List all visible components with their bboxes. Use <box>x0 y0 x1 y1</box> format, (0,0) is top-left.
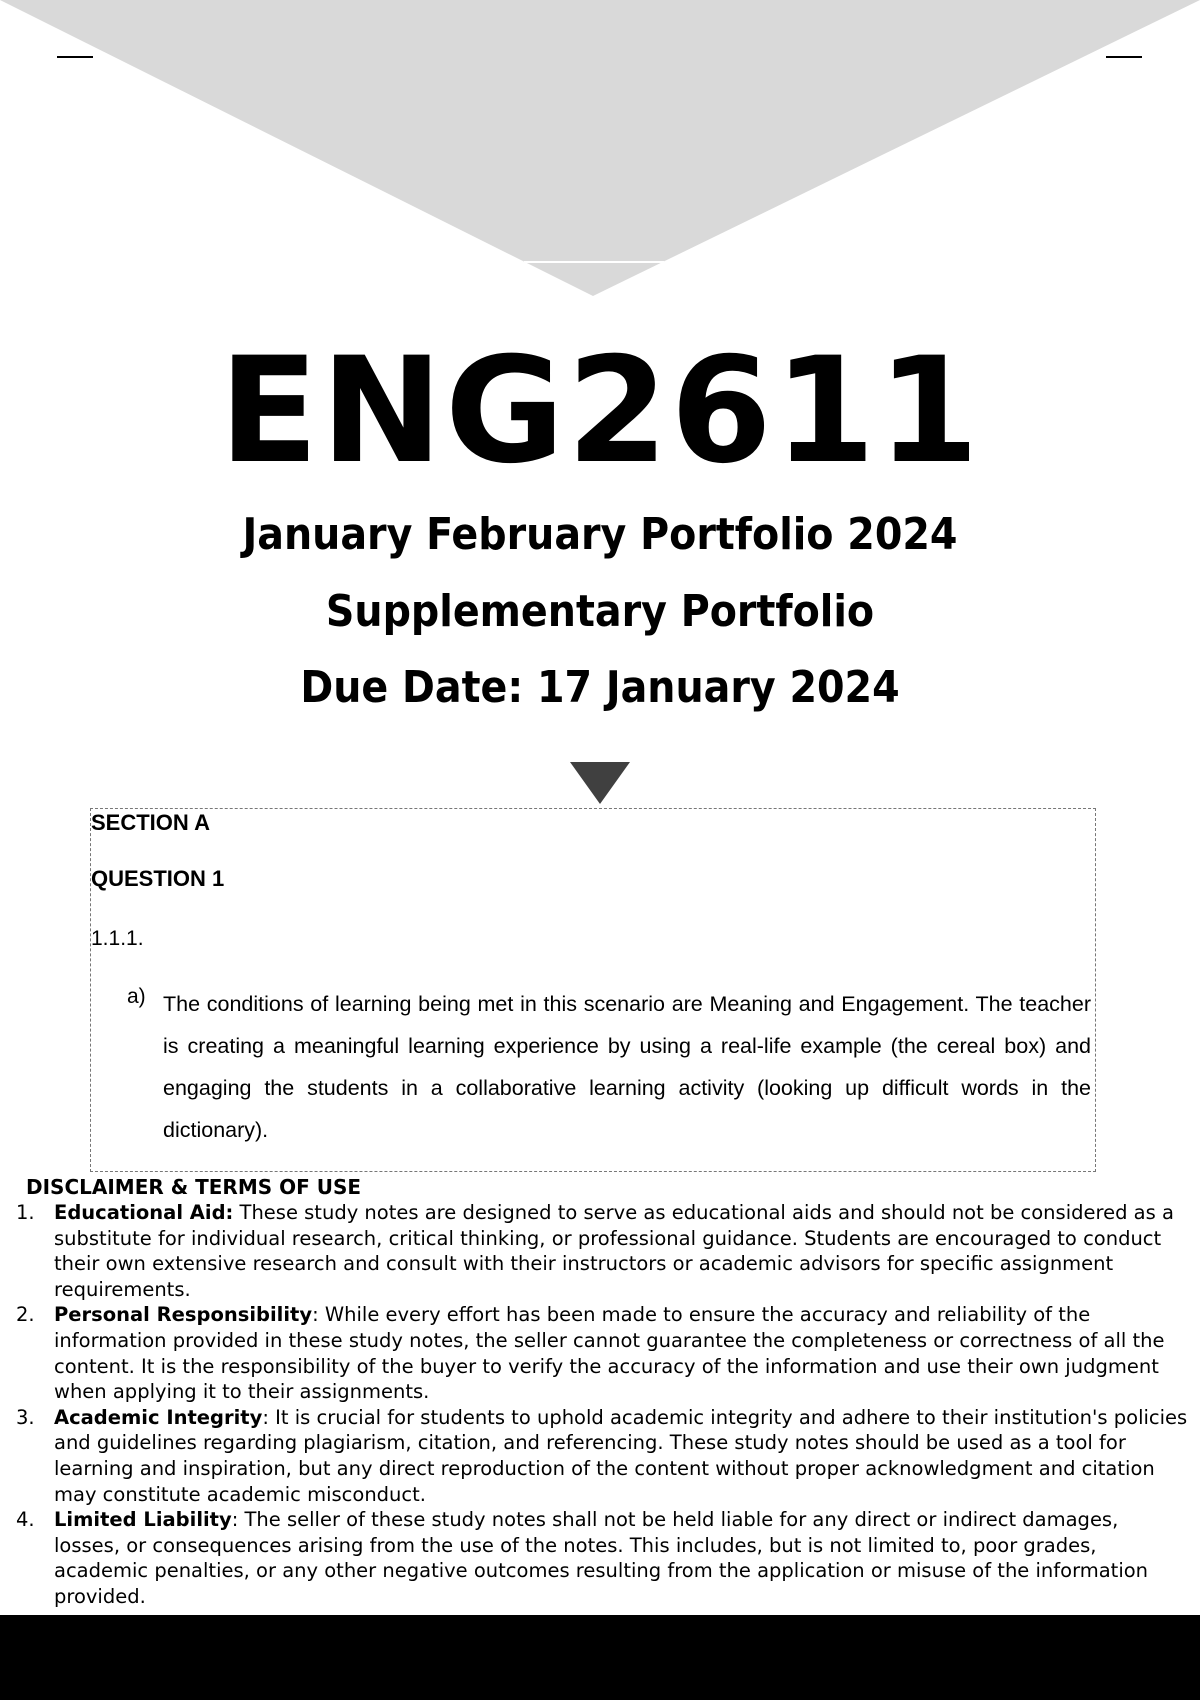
disclaimer-item-text: These study notes are designed to serve as educational aids and should not be considered as a substitute for individual research, critical thinking, or professional guidance. Students are encouraged to conduct their own extensive research and consult with their instructors or academic advisors for specific assignment requirements. <box>54 1201 1174 1301</box>
disclaimer-item-text: : The seller of these study notes shall not be held liable for any direct or indirect damages, losses, or consequences arising from the use of the notes. This includes, but is not limited to, poor grades, academic penalties, or any other negative outcomes resulting from the application or misuse of the information provided. <box>54 1508 1149 1608</box>
disclaimer-item-label: Educational Aid: <box>54 1201 234 1224</box>
disclaimer-item-text: : While every effort has been made to ensure the accuracy and reliability of the information provided in these study notes, the seller cannot guarantee the completeness or correctness of all the content. It is the responsibility of the buyer to verify the accuracy of the information and use their own judgment when applying it to their assignments. <box>54 1303 1165 1404</box>
disclaimer-item <box>16 1507 1188 1609</box>
disclaimer-item-label: Personal Responsibility <box>54 1303 313 1327</box>
disclaimer-item-number: 3. <box>16 1405 35 1429</box>
disclaimer-item <box>16 1405 1188 1507</box>
due-date: Due Date: 17 January 2024 <box>300 662 900 713</box>
disclaimer-item-text: : It is crucial for students to uphold academic integrity and adhere to their institution's policies and guidelines regarding plagiarism, citation, and referencing. These study notes should be used as a tool for learning and inspiration, but any direct reproduction of the content without proper acknowledgment and citation may constitute academic misconduct. <box>54 1405 1188 1506</box>
disclaimer-item-label: Limited Liability <box>54 1508 232 1532</box>
disclaimer-item <box>16 1302 1188 1404</box>
portfolio-type: Supplementary Portfolio <box>325 586 875 637</box>
section-heading: SECTION A <box>91 810 210 835</box>
corner-line-right <box>1106 56 1142 58</box>
disclaimer-item-number: 4. <box>16 1508 35 1532</box>
disclaimer-item <box>16 1200 1188 1302</box>
footer-bar <box>0 1615 1200 1700</box>
question-number: 1.1.1. <box>91 927 144 950</box>
disclaimer-title: DISCLAIMER & TERMS OF USE <box>26 1175 362 1199</box>
disclaimer-item-label: Academic Integrity <box>54 1405 263 1429</box>
chevron-banner <box>0 0 1200 300</box>
portfolio-title: January February Portfolio 2024 <box>242 509 958 560</box>
answer-preview-box <box>90 808 1096 1172</box>
disclaimer-item-number: 1. <box>16 1201 35 1224</box>
question-heading: QUESTION 1 <box>91 866 225 891</box>
answer-text: The conditions of learning being met in this scenario are Meaning and Engagement. The teacher is creating a meaningful learning experience by using a real-life example (the cereal box) and engaging the students in a collaborative learning activity (looking up difficult words in the dictionary). <box>163 992 1091 1142</box>
disclaimer-list <box>16 1200 1188 1610</box>
disclaimer <box>16 1174 1188 1610</box>
disclaimer-item-number: 2. <box>16 1303 35 1327</box>
answer-marker: a) <box>127 985 146 1008</box>
document-code: ENG2611 <box>218 326 982 496</box>
triangle-down-icon <box>570 762 630 804</box>
corner-line-left <box>57 56 93 58</box>
